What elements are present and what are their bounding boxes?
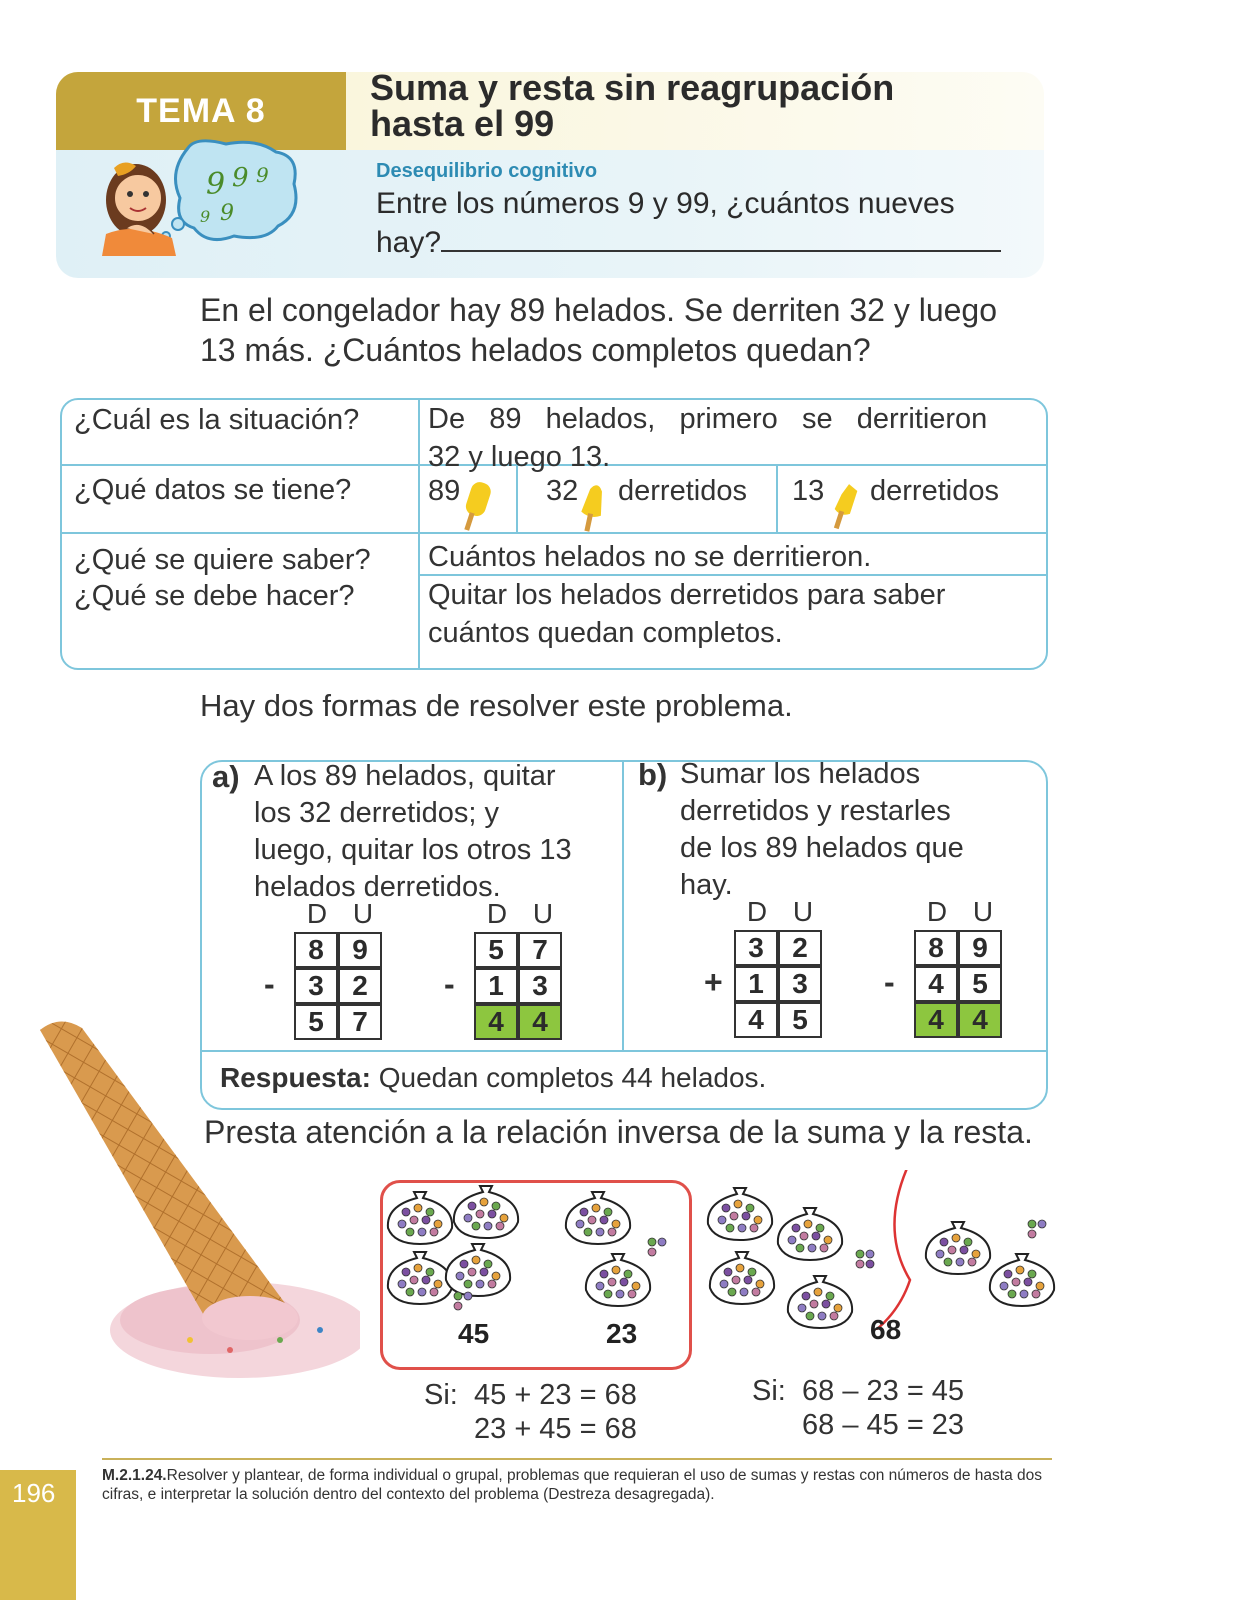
skill-code: M.2.1.24. [102, 1467, 167, 1484]
answer-situation-line-2: 32 y luego 13. [428, 441, 611, 473]
skill-description [102, 1466, 1052, 1504]
way-b-line: hay. [680, 869, 733, 901]
question-do: ¿Qué se debe hacer? [74, 580, 355, 612]
data-32-label: derretidos [618, 475, 747, 507]
loose-candy-icon [866, 1260, 874, 1268]
page-number: 196 [12, 1478, 56, 1508]
equation: 23 + 45 = 68 [474, 1413, 637, 1445]
loose-candy-icon [1038, 1220, 1046, 1228]
si-label-2: Si: [752, 1375, 786, 1407]
answer-do-line-1: Quitar los helados derretidos para saber [428, 579, 946, 611]
way-a-line: luego, quitar los otros 13 [254, 834, 572, 866]
count-45: 45 [458, 1318, 490, 1349]
units-label: U [972, 896, 994, 927]
operand-digit: 3 [518, 968, 562, 1004]
candy-bag-icon [388, 1192, 452, 1244]
way-b-line: derretidos y restarles [680, 795, 951, 827]
equation: 68 – 45 = 23 [802, 1409, 965, 1441]
loose-candy-icon [658, 1238, 666, 1246]
plus-sign: + [704, 964, 723, 1000]
operand-digit: 4 [914, 966, 958, 1002]
melting-popsicle-icon [830, 480, 864, 536]
equation: 45 + 23 = 68 [474, 1379, 637, 1411]
count-68: 68 [870, 1314, 902, 1345]
svg-text:9: 9 [232, 163, 249, 193]
candy-bag-icon [778, 1208, 842, 1260]
tens-label: D [926, 896, 948, 927]
loose-candy-icon [1028, 1220, 1036, 1228]
loose-candy-icon [866, 1250, 874, 1258]
result-digit: 7 [338, 1004, 382, 1040]
way-b-letter: b) [638, 757, 668, 792]
operand-digit: 5 [474, 932, 518, 968]
candy-bag-icon [990, 1254, 1054, 1306]
minus-sign: - [264, 966, 275, 1002]
result-digit: 4 [914, 1002, 958, 1038]
operand-digit: 8 [914, 930, 958, 966]
way-b-lines [680, 756, 964, 904]
operand-digit: 8 [294, 932, 338, 968]
melted-ice-cream-cone-illustration [30, 1010, 360, 1390]
page-title [370, 67, 1030, 144]
loose-candy-icon [648, 1248, 656, 1256]
answer-situation [428, 400, 1038, 476]
answer-label: Respuesta: [220, 1062, 371, 1093]
equation-group-1 [474, 1378, 637, 1446]
table-row-line [62, 532, 1046, 534]
result-digit: 4 [958, 1002, 1002, 1038]
candy-bag-icon [388, 1252, 452, 1304]
candy-bag-icon [446, 1244, 510, 1296]
way-b-line: Sumar los helados [680, 758, 921, 790]
loose-candy-icon [454, 1302, 462, 1310]
operand-digit: 7 [518, 932, 562, 968]
data-13: 13 [792, 475, 825, 507]
operand-digit: 5 [958, 966, 1002, 1002]
units-label: U [352, 898, 374, 929]
operand-digit: 3 [294, 968, 338, 1004]
answer-want: Cuántos helados no se derritieron. [428, 541, 872, 573]
cognitive-question-line-2 [376, 222, 1026, 261]
loose-candy-icon [1028, 1230, 1036, 1238]
title-line-2: hasta el 99 [370, 103, 555, 144]
solution-divider [622, 762, 624, 1050]
tens-label: D [306, 898, 328, 929]
candy-bag-icon [586, 1254, 650, 1306]
si-label-1: Si: [424, 1379, 458, 1411]
operand-digit: 9 [958, 930, 1002, 966]
way-a-line: A los 89 helados, quitar [254, 760, 556, 792]
operand-digit: 3 [734, 930, 778, 966]
minus-sign: - [444, 966, 455, 1002]
svg-text:9: 9 [220, 201, 234, 226]
tens-label: D [746, 896, 768, 927]
answer-do-line-2: cuántos quedan completos. [428, 617, 783, 649]
data-32: 32 [546, 475, 579, 507]
equation-group-2 [802, 1374, 964, 1442]
way-a-lines [254, 758, 572, 906]
problem-line-2: 13 más. ¿Cuántos helados completos quedan? [200, 332, 871, 368]
candy-bag-icon [566, 1192, 630, 1244]
question-data: ¿Qué datos se tiene? [74, 474, 352, 506]
thinking-girl-illustration [96, 138, 306, 262]
skill-text: Resolver y plantear, de forma individual o grupal, problemas que requieran el uso de sumas y restas con números de hasta dos cifras, e interpretar la solución dentro del contexto del problema (Destreza desagregada). [102, 1467, 1043, 1503]
result-digit: 4 [518, 1004, 562, 1040]
place-value-header [294, 898, 386, 930]
way-a-letter: a) [212, 759, 240, 794]
candy-bag-icon [708, 1188, 772, 1240]
operand-digit: 1 [474, 968, 518, 1004]
popsicle-icon [462, 480, 496, 536]
result-digit: 4 [734, 1002, 778, 1038]
candy-bags-illustration [380, 1170, 1070, 1330]
way-a-text [212, 758, 240, 797]
loose-candy-icon [454, 1292, 462, 1300]
melting-popsicle-icon [578, 480, 612, 536]
operand-digit: 9 [338, 932, 382, 968]
place-value-header [914, 896, 1006, 928]
svg-text:9: 9 [206, 167, 226, 202]
operand-digit: 2 [778, 930, 822, 966]
svg-text:9: 9 [200, 207, 211, 226]
answer-blank[interactable] [441, 222, 1001, 252]
loose-candy-icon [464, 1292, 472, 1300]
units-label: U [532, 898, 554, 929]
result-digit: 4 [474, 1004, 518, 1040]
minus-sign: - [884, 964, 895, 1000]
tens-label: D [486, 898, 508, 929]
data-89: 89 [428, 475, 461, 507]
way-a-line: los 32 derretidos; y [254, 797, 500, 829]
data-13-label: derretidos [870, 475, 999, 507]
result-digit: 5 [294, 1004, 338, 1040]
place-value-header [474, 898, 566, 930]
candy-bag-icon [926, 1222, 990, 1274]
way-b-line: de los 89 helados que [680, 832, 964, 864]
question-situation: ¿Cuál es la situación? [74, 404, 360, 436]
loose-candy-icon [856, 1260, 864, 1268]
way-a-line: helados derretidos. [254, 871, 501, 903]
result-digit: 5 [778, 1002, 822, 1038]
equation: 68 – 23 = 45 [802, 1375, 965, 1407]
problem-statement [200, 290, 1050, 370]
svg-text:9: 9 [256, 163, 269, 187]
candy-bag-icon [788, 1276, 852, 1328]
count-23: 23 [606, 1318, 638, 1349]
two-ways-intro: Hay dos formas de resolver este problema. [200, 688, 793, 723]
title-line-1: Suma y resta sin reagrupación [370, 67, 895, 108]
way-b-text [638, 756, 667, 795]
loose-candy-icon [648, 1238, 656, 1246]
table-divider [418, 400, 420, 668]
operand-digit: 1 [734, 966, 778, 1002]
candy-bag-icon [454, 1186, 518, 1238]
answer-do [428, 576, 945, 652]
inverse-relation-text: Presta atención a la relación inversa de la suma y la resta. [204, 1114, 1033, 1150]
operand-digit: 3 [778, 966, 822, 1002]
question-want: ¿Qué se quiere saber? [74, 544, 371, 576]
operand-digit: 2 [338, 968, 382, 1004]
cognitive-question-line-1: Entre los números 9 y 99, ¿cuántos nueves [376, 187, 955, 220]
tema-label: TEMA 8 [136, 91, 266, 130]
split-line [876, 1170, 910, 1330]
page-number-tab [0, 1470, 76, 1600]
answer-text: Quedan completos 44 helados. [370, 1062, 767, 1093]
answer-situation-line-1: De 89 helados, primero se derritieron [428, 403, 988, 435]
analysis-table [60, 398, 1048, 670]
footer-rule [102, 1458, 1052, 1460]
units-label: U [792, 896, 814, 927]
place-value-header [734, 896, 826, 928]
candy-bag-icon [710, 1252, 774, 1304]
loose-candy-icon [856, 1250, 864, 1258]
cognitive-question-hay: hay? [376, 226, 442, 259]
cognitive-label: Desequilibrio cognitivo [376, 160, 598, 182]
cognitive-question [376, 186, 1026, 261]
problem-line-1: En el congelador hay 89 helados. Se derriten 32 y luego [200, 292, 997, 328]
